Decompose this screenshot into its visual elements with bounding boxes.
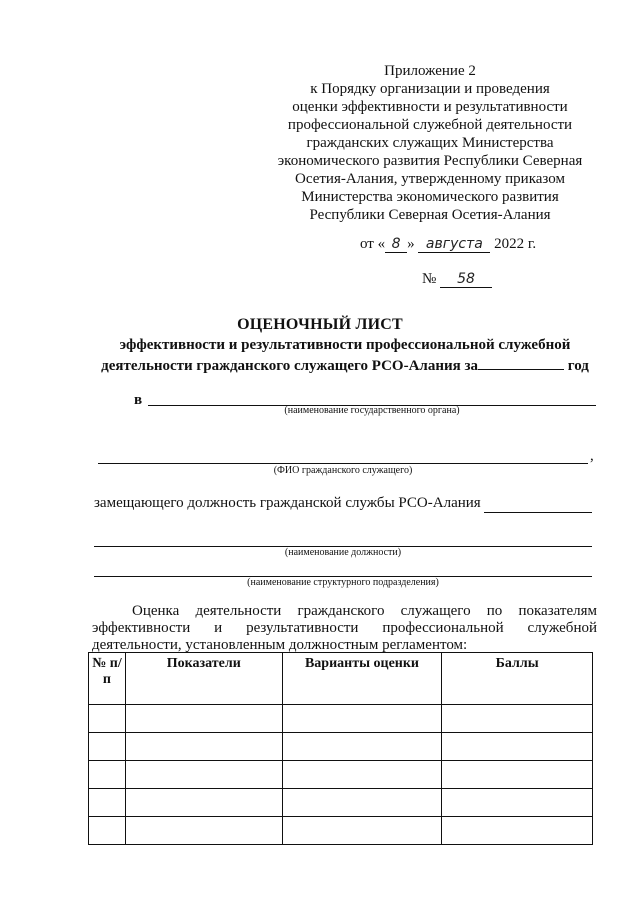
table-row	[89, 761, 593, 789]
date-prefix: от «	[360, 236, 386, 252]
header-number: № п/п	[89, 653, 126, 705]
appendix-header	[260, 62, 600, 224]
table-cell	[282, 817, 442, 845]
header-indicators: Показатели	[125, 653, 282, 705]
table-cell	[442, 761, 593, 789]
appendix-line: профессиональной служебной деятельности	[287, 117, 573, 133]
table-cell	[442, 733, 593, 761]
organ-prefix: в	[134, 392, 143, 408]
header-options: Варианты оценки	[282, 653, 442, 705]
fio-comma: ,	[590, 448, 594, 464]
appendix-line: Министерства экономического развития	[301, 189, 559, 205]
assessment-table	[88, 652, 593, 845]
table-cell	[442, 789, 593, 817]
date-year: 2022 г.	[494, 236, 537, 252]
date-mid: »	[407, 236, 415, 252]
table-cell	[442, 705, 593, 733]
subtitle-line2	[90, 355, 600, 376]
table-cell	[282, 789, 442, 817]
table-header-row	[89, 653, 593, 705]
table-cell	[125, 761, 282, 789]
appendix-line: экономического развития Республики Северная	[277, 153, 583, 169]
appendix-line: гражданских служащих Министерства	[306, 135, 554, 151]
subtitle-line2-start: деятельности гражданского служащего РСО-Алания за	[101, 358, 479, 374]
table-row	[89, 817, 593, 845]
appendix-line: Осетия-Алания, утвержденному приказом	[295, 171, 565, 187]
fio-caption: (ФИО гражданского служащего)	[273, 465, 413, 476]
table-row	[89, 705, 593, 733]
position-text: замещающего должность гражданской службы РСО-Алания	[94, 495, 481, 511]
table-cell	[89, 789, 126, 817]
table-cell	[282, 761, 442, 789]
table-cell	[89, 705, 126, 733]
position-short-blank	[484, 511, 592, 513]
assessment-paragraph: Оценка деятельности гражданского служащего по показателям эффективности и результативности профессиональной служебной деятельности, установленным должностным регламентом:	[92, 603, 597, 653]
appendix-line: Республики Северная Осетия-Алания	[309, 207, 551, 223]
table-row	[89, 733, 593, 761]
table-cell	[282, 705, 442, 733]
handwritten-month: августа	[418, 236, 490, 253]
appendix-line: Приложение 2	[384, 63, 476, 79]
position-label	[94, 495, 481, 512]
order-number	[422, 271, 492, 288]
table-cell	[89, 733, 126, 761]
document-subtitle	[90, 336, 600, 376]
table-cell	[89, 761, 126, 789]
table-cell	[125, 733, 282, 761]
organ-caption: (наименование государственного органа)	[284, 405, 460, 416]
table-cell	[282, 733, 442, 761]
fio-blank-line	[98, 462, 588, 464]
position-caption: (наименование должности)	[284, 547, 402, 558]
header-points: Баллы	[442, 653, 593, 705]
table-cell	[442, 817, 593, 845]
handwritten-day: 8	[385, 236, 407, 253]
appendix-line: оценки эффективности и результативности	[292, 99, 568, 115]
subtitle-line2-end: год	[567, 358, 589, 374]
table-cell	[125, 705, 282, 733]
document-title: ОЦЕНОЧНЫЙ ЛИСТ	[237, 316, 403, 333]
table-row	[89, 789, 593, 817]
appendix-line: к Порядку организации и проведения	[310, 81, 550, 97]
number-prefix: №	[422, 271, 437, 287]
order-date	[360, 236, 536, 253]
handwritten-number: 58	[440, 271, 492, 288]
table-cell	[89, 817, 126, 845]
table-cell	[125, 789, 282, 817]
year-blank	[478, 355, 564, 370]
unit-caption: (наименование структурного подразделения)	[247, 577, 439, 588]
subtitle-line1: эффективности и результативности профессиональной служебной	[119, 337, 571, 353]
table-cell	[125, 817, 282, 845]
